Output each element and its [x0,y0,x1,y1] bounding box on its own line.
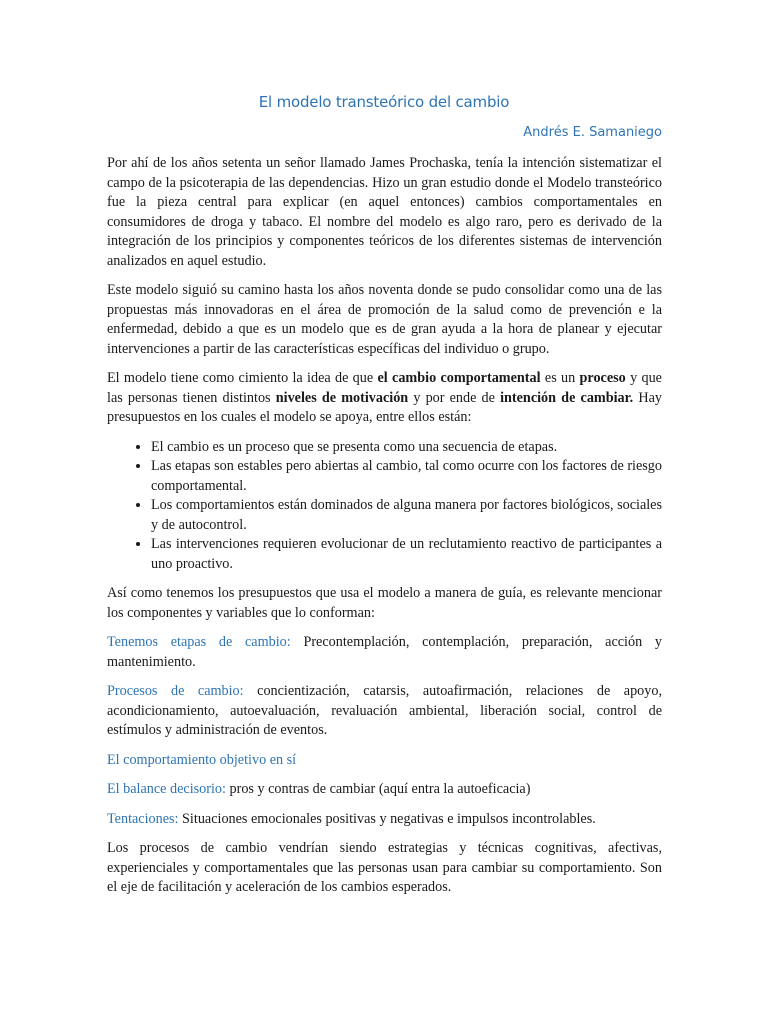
list-item: • Las intervenciones requieren evolucionar de un reclutamiento reactivo de participantes a uno proactivo. [151,535,662,574]
paragraph-decisional-balance [107,780,662,800]
text-run: Hay presupuestos en los cuales el modelo se apoya, entre ellos están: [107,389,662,425]
paragraph-target-behavior: El comportamiento objetivo en sí [107,751,297,768]
text-run: pros y contras de cambiar (aquí entra la autoeficacia) [225,781,531,797]
paragraph-conclusion: Los procesos de cambio vendrían siendo estrategias y técnicas cognitivas, afectivas, experienciales y comportamentales que las personas usan para cambiar su comportamiento. Son el eje de facilitación y aceleración de los cambios esperados. [107,840,662,895]
section-label: Tenemos etapas de cambio: [107,634,291,650]
list-item: • Las etapas son estables pero abiertas al cambio, tal como ocurre con los factores de riesgo comportamental. [151,457,662,496]
text-run: y por ende de [408,389,501,406]
bold-term: intención de cambiar. [500,389,634,406]
section-label: Tentaciones: [107,810,179,827]
section-label: El balance decisorio: [107,781,226,797]
paragraph-foundation [107,369,662,428]
paragraph-intro: Por ahí de los años setenta un señor llamado James Prochaska, tenía la intención sistematizar el campo de la psicoterapia de las dependencias. Hizo un gran estudio donde el Modelo transteórico fue la pieza central para explicar (en aquel entonces) cambios comportamentales en consumidores de droga y tabaco. El nombre del modelo es algo raro, pero es derivado de la integración de los principios y componentes teóricos de los diferentes sistemas de intervención analizados en aquel estudio. [107,155,662,269]
bold-term: proceso [579,370,626,386]
paragraph-temptations [107,810,662,830]
paragraph-stages [107,633,662,672]
paragraph-processes [107,682,662,741]
bold-term: niveles de motivación [275,389,409,406]
bold-term: el cambio comportamental [377,370,541,386]
list-item: • Los comportamientos están dominados de alguna manera por factores biológicos, sociales y de autocontrol. [151,496,662,535]
section-label: Procesos de cambio: [107,683,244,699]
list-item: • El cambio es un proceso que se presenta como una secuencia de etapas. [151,438,662,458]
text-run: El modelo tiene como cimiento la idea de que [107,370,378,386]
document-body [107,154,662,908]
paragraph-components: Así como tenemos los presupuestos que usa el modelo a manera de guía, es relevante mencionar los componentes y variables que lo conforman: [107,585,662,621]
text-run: es un [540,370,580,386]
text-run: Precontemplación, contemplación, preparación, acción y mantenimiento. [107,634,662,670]
assumptions-list [107,438,662,575]
text-run: y que las personas tienen distintos [107,370,662,406]
document-title: El modelo transteórico del cambio [258,93,510,111]
paragraph-history: Este modelo siguió su camino hasta los años noventa donde se pudo consolidar como una de las propuestas más innovadoras en el área de promoción de la salud como de prevención e la enfermedad, debido a que es un modelo que es de gran ayuda a la hora de planear y ejecutar intervenciones a partir de las características específicas del individuo o grupo. [107,282,662,357]
document-author: Andrés E. Samaniego [523,125,662,140]
text-run: concientización, catarsis, autoafirmación, relaciones de apoyo, acondicionamiento, autoevaluación, revaluación ambiental, liberación social, control de estímulos y administración de eventos. [107,683,662,738]
text-run: Situaciones emocionales positivas y negativas e impulsos incontrolables. [178,810,596,827]
